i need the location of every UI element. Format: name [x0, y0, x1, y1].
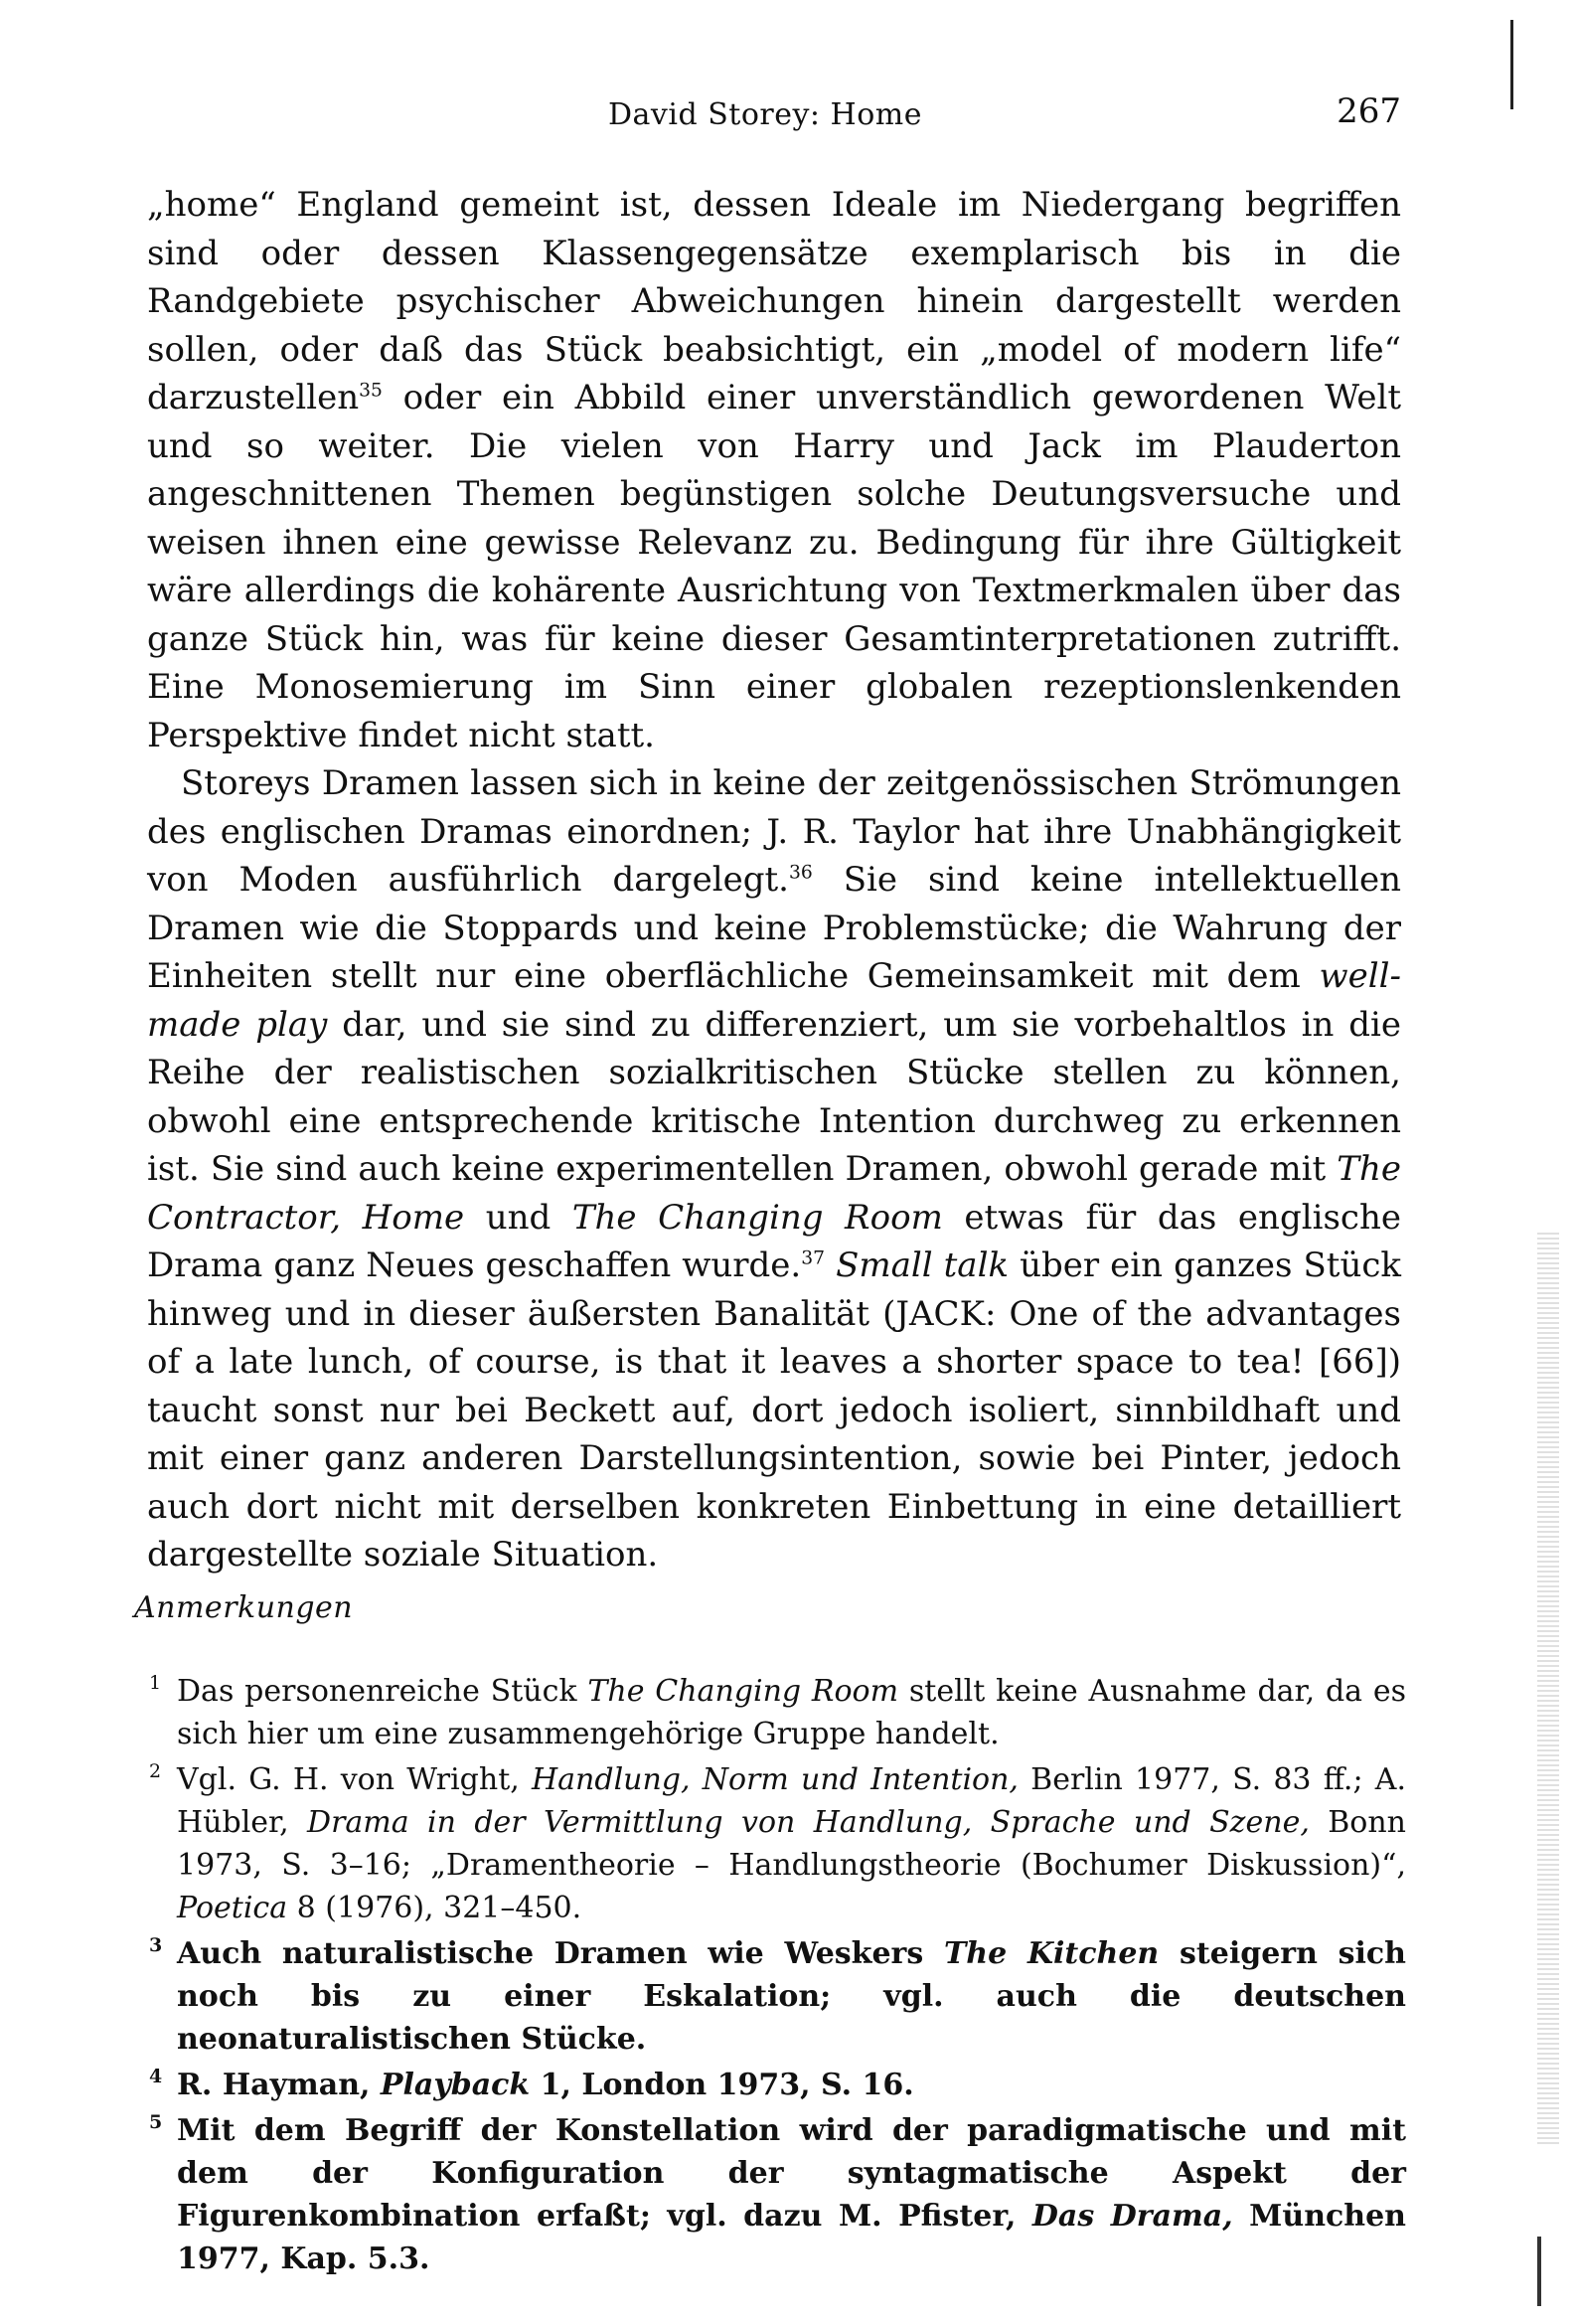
italic-changing-room: The Changing Room [571, 1197, 943, 1238]
footnote-italic: Poetica [177, 1891, 288, 1925]
scan-edge-shadow [1537, 1233, 1559, 2147]
body-text [147, 181, 1401, 1579]
scan-edge-mark [1537, 2237, 1541, 2306]
footnote-5 [149, 2109, 1406, 2280]
footnote-text: 8 (1976), 321–450. [287, 1891, 582, 1925]
footnote-text: München 1977, Kap. 5.3. [177, 2199, 1406, 2276]
footnote-4 [149, 2064, 1406, 2106]
footnote-text: Bonn 1973, S. 3–16; „Dramentheorie – Handlungstheorie (Bochumer Diskussion)“, [177, 1805, 1406, 1883]
footnote-text: Auch naturalistische Dramen wie Weskers [177, 1936, 944, 1971]
paragraph-2-text-d: und [464, 1197, 572, 1238]
footnote-text: steigern sich noch bis zu einer Eskalation; vgl. auch die deutschen neonaturalistischen Stücke. [177, 1936, 1406, 2057]
paragraph-1-text-a: „home“ England gemeint ist, dessen Ideale im Niedergang begriffen sind oder dessen Klassengegensätze exemplarisch bis in die Randgebiete psychischer Abweichungen hinein dargestellt werden sollen, oder daß das Stück beabsichtigt, ein „model of modern life“ darzustellen [147, 185, 1401, 417]
footnote-italic: The Changing Room [587, 1674, 899, 1709]
footnote-text: Das personenreiche Stück [177, 1674, 588, 1709]
paragraph-2-text-f: über ein ganzes Stück hinweg und in dieser äußersten Banalität (JACK: One of the advantages of a late lunch, of course, is that it leaves a shorter space to tea! [66]) taucht sonst nur bei Beckett auf, dort jedoch isoliert, sinnbildhaft und mit einer ganz anderen Darstellungsintention, sowie bei Pinter, jedoch auch dort nicht mit derselben konkreten Einbettung in eine detailliert dargestellte soziale Situation. [147, 1245, 1402, 1575]
footnote-ref-35: 35 [359, 380, 383, 402]
footnote-3 [149, 1932, 1406, 2061]
paragraph-1 [147, 181, 1401, 759]
footnote-text: Berlin 1977, S. 83 ff.; A. Hübler, [177, 1762, 1406, 1840]
footnote-1 [149, 1670, 1406, 1755]
paragraph-2-text-b: Sie sind keine intellektuellen Dramen wie die Stoppards und keine Problemstücke; die Wahrung der Einheiten stellt nur eine oberflächliche Gemeinsamkeit mit dem [147, 860, 1402, 996]
running-head [129, 91, 1401, 141]
footnote-text: R. Hayman, [177, 2068, 381, 2102]
footnote-number: 4 [149, 2066, 163, 2087]
footnote-italic: Das Drama, [1031, 2199, 1233, 2234]
paragraph-1-text-b: oder ein Abbild einer unverständlich gewordenen Welt und so weiter. Die vielen von Harry und Jack im Plauderton angeschnittenen Themen begünstigen solche Deutungsversuche und weisen ihnen eine gewisse Relevanz zu. Bedingung für ihre Gültigkeit wäre allerdings die kohärente Ausrichtung von Textmerkmalen über das ganze Stück hin, was für keine dieser Gesamtinterpretationen zutrifft. Eine Monosemierung im Sinn einer globalen rezeptionslenkenden Perspektive findet nicht statt. [147, 378, 1401, 755]
footnote-text: stellt keine Ausnahme dar, da es sich hier um eine zusammengehörige Gruppe handelt. [177, 1674, 1406, 1751]
footnotes-list [149, 1670, 1406, 2283]
footnote-2 [149, 1758, 1406, 1929]
footnote-number: 5 [149, 2111, 163, 2133]
footnote-italic: Playback [380, 2068, 531, 2102]
italic-well-made-play: well-made play [147, 956, 1401, 1045]
footnote-text: 1, London 1973, S. 16. [530, 2068, 914, 2102]
footnote-italic: The Kitchen [943, 1936, 1160, 1971]
italic-contractor-home: The Contractor, Home [147, 1149, 1401, 1238]
footnote-italic: Handlung, Norm und Intention, [532, 1762, 1019, 1797]
paragraph-2 [147, 759, 1401, 1579]
footnote-ref-36: 36 [788, 862, 813, 884]
paragraph-2-text-c: dar, und sie sind zu differenziert, um sie vorbehaltlos in die Reihe der realistischen sozialkritischen Stücke stellen zu können, obwohl eine entsprechende kritische Intention durchweg zu erkennen ist. Sie sind auch keine experimentellen Dramen, obwohl gerade mit [147, 1004, 1401, 1189]
footnote-text: Mit dem Begriff der Konstellation wird der paradigmatische und mit dem der Konfiguration der syntagmatische Aspekt der Figurenkombination erfaßt; vgl. dazu M. Pfister, [177, 2113, 1406, 2234]
footnote-italic: Drama in der Vermittlung von Handlung, Sprache und Szene, [307, 1805, 1310, 1840]
footnote-number: 2 [149, 1760, 162, 1782]
footnote-number: 3 [149, 1934, 163, 1956]
scan-edge-mark [1510, 20, 1513, 109]
footnote-text: Vgl. G. H. von Wright, [177, 1762, 532, 1797]
notes-heading: Anmerkungen [134, 1590, 354, 1625]
footnote-ref-37: 37 [801, 1247, 826, 1269]
running-title: David Storey: Home [607, 97, 922, 132]
paragraph-2-text-a: Storeys Dramen lassen sich in keine der zeitgenössischen Strömungen des englischen Dramas einordnen; J. R. Taylor hat ihre Unabhängigkeit von Moden ausführlich dargelegt. [147, 763, 1401, 900]
footnote-number: 1 [149, 1672, 162, 1694]
italic-small-talk: Small talk [836, 1245, 1010, 1285]
paragraph-2-text-e: etwas für das englische Drama ganz Neues geschaffen wurde. [147, 1197, 1401, 1285]
page-number: 267 [1337, 91, 1401, 131]
